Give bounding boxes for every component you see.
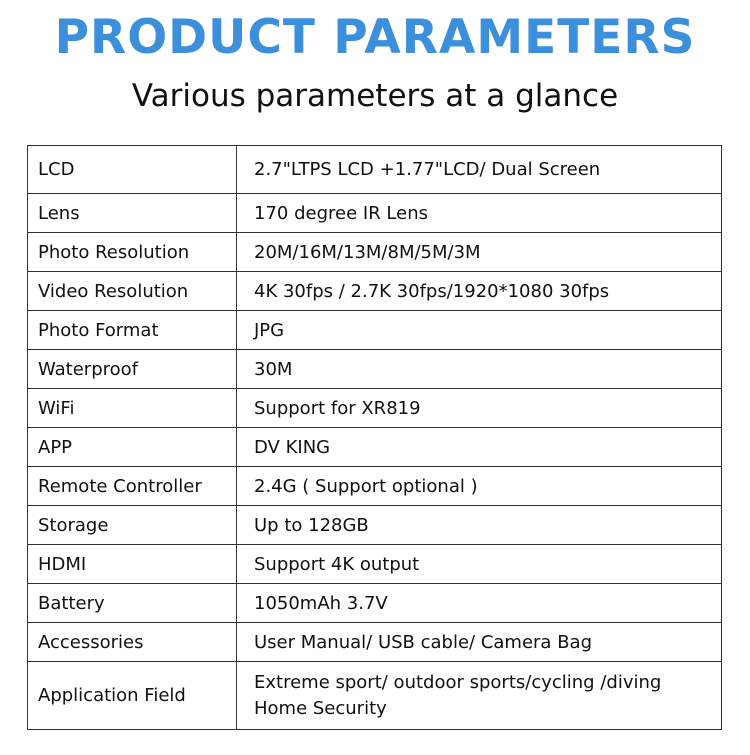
spec-label: Waterproof: [28, 350, 237, 389]
spec-label: LCD: [28, 146, 237, 194]
spec-label: Video Resolution: [28, 272, 237, 311]
spec-value-line: Extreme sport/ outdoor sports/cycling /diving: [254, 671, 662, 693]
page-subtitle: Various parameters at a glance: [131, 78, 619, 114]
spec-label: Accessories: [28, 623, 237, 662]
spec-row-application-field: [28, 662, 722, 730]
spec-value: 170 degree IR Lens: [237, 194, 722, 233]
spec-value: [237, 662, 722, 730]
spec-value: 2.7"LTPS LCD +1.77"LCD/ Dual Screen: [237, 146, 722, 194]
spec-label: WiFi: [28, 389, 237, 428]
spec-label: APP: [28, 428, 237, 467]
spec-value: DV KING: [237, 428, 722, 467]
spec-row-wifi: [28, 389, 722, 428]
spec-value: User Manual/ USB cable/ Camera Bag: [237, 623, 722, 662]
spec-label: Application Field: [28, 662, 237, 730]
spec-value: 30M: [237, 350, 722, 389]
spec-value: JPG: [237, 311, 722, 350]
spec-row-hdmi: [28, 545, 722, 584]
spec-label: Battery: [28, 584, 237, 623]
spec-value: Up to 128GB: [237, 506, 722, 545]
spec-row-remote-controller: [28, 467, 722, 506]
spec-row-accessories: [28, 623, 722, 662]
spec-row-app: [28, 428, 722, 467]
spec-label: Remote Controller: [28, 467, 237, 506]
spec-label: HDMI: [28, 545, 237, 584]
spec-value: 4K 30fps / 2.7K 30fps/1920*1080 30fps: [237, 272, 722, 311]
spec-row-photo-resolution: [28, 233, 722, 272]
spec-table: [27, 145, 722, 730]
spec-row-lcd: [28, 146, 722, 194]
spec-row-lens: [28, 194, 722, 233]
spec-value: 2.4G ( Support optional ): [237, 467, 722, 506]
spec-row-waterproof: [28, 350, 722, 389]
spec-row-storage: [28, 506, 722, 545]
spec-value: Support 4K output: [237, 545, 722, 584]
spec-row-video-resolution: [28, 272, 722, 311]
spec-value-line: Home Security: [254, 697, 387, 719]
page-title: PRODUCT PARAMETERS: [54, 10, 696, 65]
spec-value: Support for XR819: [237, 389, 722, 428]
spec-value: 1050mAh 3.7V: [237, 584, 722, 623]
spec-label: Photo Resolution: [28, 233, 237, 272]
spec-label: Lens: [28, 194, 237, 233]
spec-row-battery: [28, 584, 722, 623]
spec-label: Storage: [28, 506, 237, 545]
spec-label: Photo Format: [28, 311, 237, 350]
spec-row-photo-format: [28, 311, 722, 350]
spec-value: 20M/16M/13M/8M/5M/3M: [237, 233, 722, 272]
